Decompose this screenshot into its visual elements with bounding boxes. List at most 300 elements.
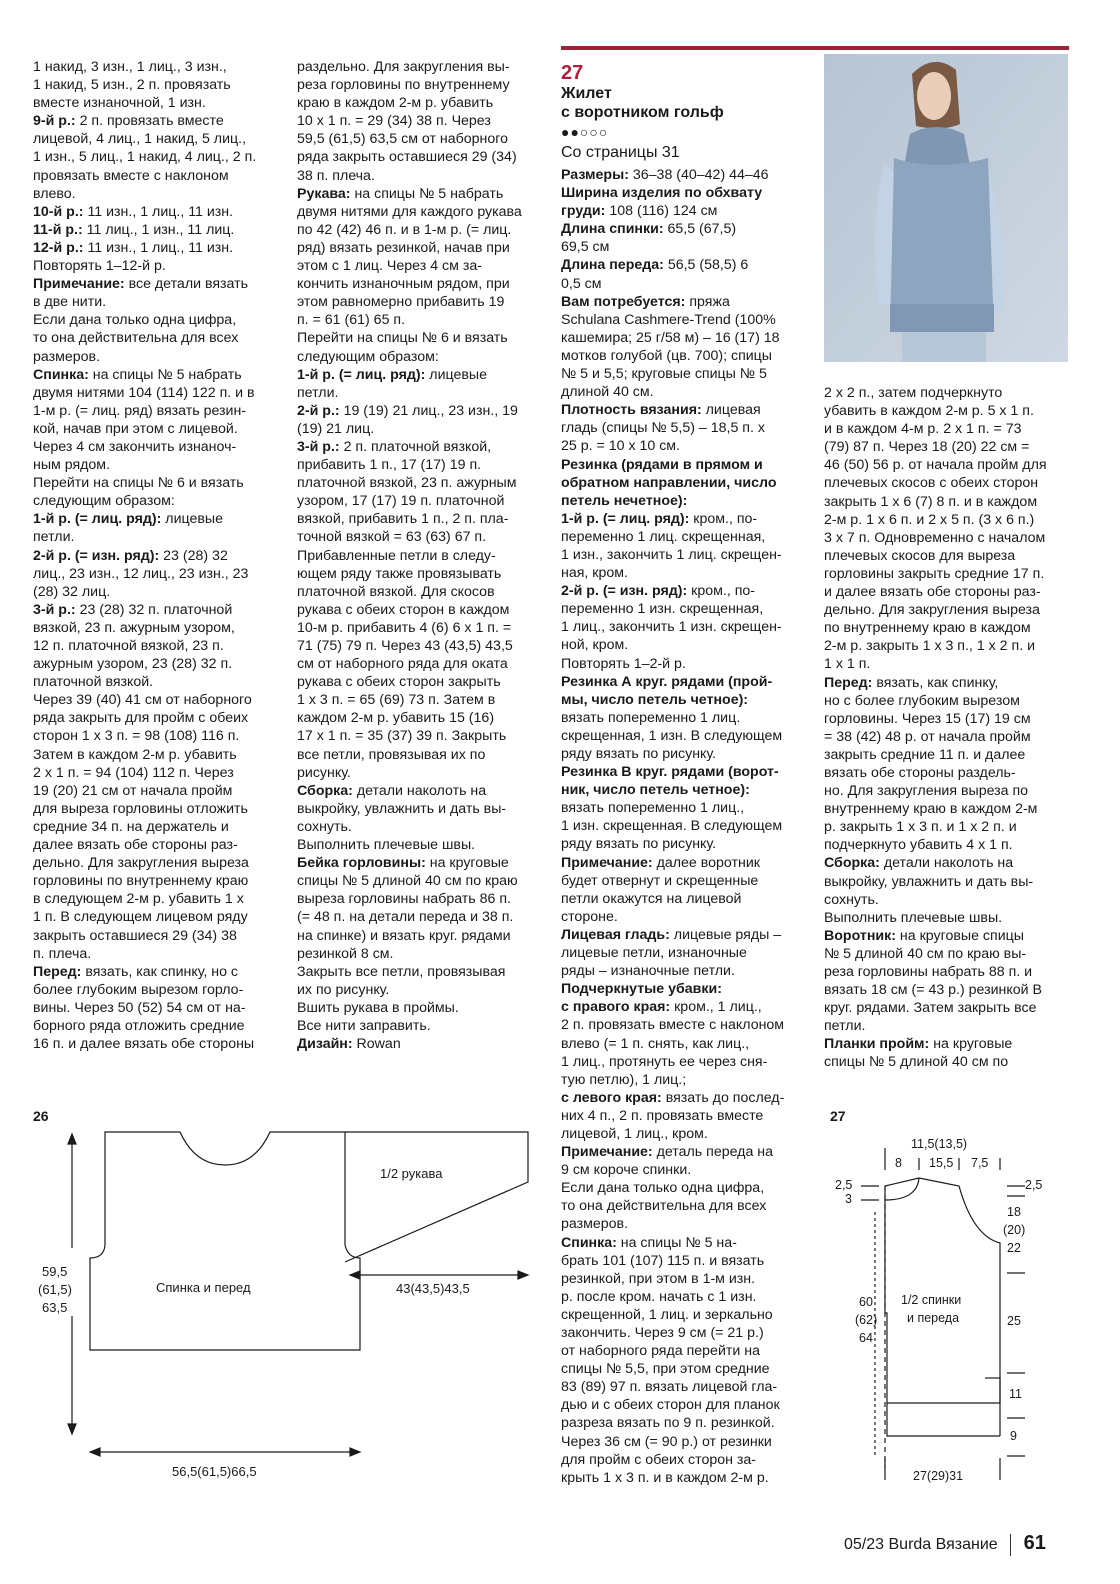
line-text: 19 (19) 21 лиц., 23 изн., 19 xyxy=(339,402,518,419)
line-text: 1 изн., закончить 1 лиц. скрещен- xyxy=(561,546,782,563)
text-line xyxy=(824,655,1072,673)
line-text: все детали вязать xyxy=(124,276,249,293)
line-text: Schulana Cashmere-Trend (100% xyxy=(561,311,776,328)
bold-term: Рукава: xyxy=(297,185,351,202)
line-text: переменно 1 изн. скрещенная, xyxy=(561,601,764,618)
line-text: р. закрыть 1 х 3 п. и 1 х 2 п. и xyxy=(824,819,1017,836)
text-line xyxy=(824,873,1072,891)
line-text: подчеркнуто убавить 4 х 1 п. xyxy=(824,837,1013,854)
width-dim: 27(29)31 xyxy=(913,1469,964,1483)
line-text: круг. рядами. Затем закрыть все xyxy=(824,1000,1037,1017)
text-line xyxy=(33,818,281,836)
text-line xyxy=(561,528,811,546)
bold-term: 2-й р. (= изн. ряд): xyxy=(33,547,160,564)
line-text: следующим образом: xyxy=(33,493,175,510)
line-text: в две нити. xyxy=(33,294,107,311)
armhole-top-dim: 7,5 xyxy=(971,1156,989,1170)
line-text: 1 лиц., закончить 1 изн. скрещен- xyxy=(561,619,782,636)
text-line xyxy=(33,565,281,583)
line-text: вины. Через 50 (52) 54 см от на- xyxy=(33,999,246,1016)
line-text: Закрыть все петли, провязывая xyxy=(297,963,506,980)
text-line xyxy=(561,1161,811,1179)
line-text: плечевых скосов с обеих сторон xyxy=(824,475,1039,492)
page-number: 61 xyxy=(1023,1532,1046,1554)
text-line xyxy=(33,547,281,565)
text-line xyxy=(297,402,547,420)
bold-term: 10-й р.: xyxy=(33,203,84,220)
line-text: их по рисунку. xyxy=(297,981,390,998)
line-text: то она действительна для всех xyxy=(561,1198,767,1215)
text-line xyxy=(824,746,1072,764)
text-line xyxy=(824,999,1072,1017)
line-text: выкройку, увлажнить и дать вы- xyxy=(297,800,507,817)
bold-term: 1-й р. (= лиц. ряд): xyxy=(297,366,426,383)
line-text: Вшить рукава в проймы. xyxy=(297,999,459,1016)
piece-label-1: 1/2 спинки xyxy=(901,1293,962,1307)
line-text: 11 изн., 1 лиц., 11 изн. xyxy=(83,203,234,220)
text-line xyxy=(561,817,811,835)
neck-front-dim: 3 xyxy=(845,1192,852,1206)
bold-term: 1-й р. (= лиц. ряд): xyxy=(33,511,162,528)
text-line xyxy=(33,981,281,999)
text-line xyxy=(33,601,281,619)
line-text: выреза горловины набрать 86 п. xyxy=(297,891,511,908)
text-line xyxy=(297,148,547,166)
line-text: этом с 1 лиц. Через 4 см за- xyxy=(297,258,482,275)
line-text: внутреннему краю в каждом 2-м xyxy=(824,801,1038,818)
text-line xyxy=(824,945,1072,963)
line-text: Затем в каждом 2-м р. убавить xyxy=(33,746,237,763)
text-line xyxy=(824,1035,1072,1053)
bold-term: Длина переда: xyxy=(561,257,664,274)
pattern-subtitle: с воротником гольф xyxy=(561,104,724,121)
line-text: реза горловины по внутреннему xyxy=(297,77,510,94)
line-text: 36–38 (40–42) 44–46 xyxy=(628,167,769,183)
text-line xyxy=(297,818,547,836)
line-text: 17 х 1 п. = 35 (37) 39 п. Закрыть xyxy=(297,728,507,745)
text-line xyxy=(33,311,281,329)
line-text: сохнуть. xyxy=(824,891,879,908)
text-line xyxy=(33,583,281,601)
text-line xyxy=(297,76,547,94)
text-line xyxy=(33,890,281,908)
text-line xyxy=(561,329,811,347)
line-text: Если дана только одна цифра, xyxy=(33,312,237,329)
text-line xyxy=(33,329,281,347)
text-line xyxy=(33,709,281,727)
line-text: в следующем 2-м р. убавить 1 х xyxy=(33,891,244,908)
text-line xyxy=(297,673,547,691)
line-text: пряжа xyxy=(685,293,730,310)
text-line xyxy=(561,202,811,220)
text-column-1 xyxy=(33,58,281,1053)
line-text: следующим образом: xyxy=(297,348,439,365)
line-text: далее вязать обе стороны раз- xyxy=(33,837,238,854)
text-line xyxy=(33,746,281,764)
text-line xyxy=(824,909,1072,927)
text-line xyxy=(824,456,1072,474)
line-text: вязкой, 23 п. ажурным узором, xyxy=(33,619,235,636)
text-line xyxy=(297,239,547,257)
difficulty-dots: ●●○○○ xyxy=(561,124,609,140)
line-text: выкройку, увлажнить и дать вы- xyxy=(824,873,1034,890)
text-line xyxy=(824,692,1072,710)
text-line xyxy=(561,365,811,383)
text-line xyxy=(33,492,281,510)
pattern-number: 27 xyxy=(561,62,584,84)
text-line xyxy=(561,474,811,492)
text-line xyxy=(824,583,1072,601)
text-line xyxy=(561,1053,811,1071)
line-text: 2 х 2 п., затем подчеркнуто xyxy=(824,385,1003,401)
text-line xyxy=(561,854,811,872)
text-line xyxy=(824,619,1072,637)
text-line xyxy=(33,130,281,148)
text-line xyxy=(561,401,811,419)
line-text: провязать вместе с наклоном xyxy=(33,167,229,184)
line-text: вязать обе стороны раздель- xyxy=(824,764,1016,781)
text-line xyxy=(824,601,1072,619)
text-column-3 xyxy=(561,62,811,1487)
line-text: Повторять 1–2-й р. xyxy=(561,655,686,672)
text-line xyxy=(824,1017,1072,1035)
line-text: тую петлю), 1 лиц.; xyxy=(561,1071,687,1088)
text-line xyxy=(561,1234,811,1252)
text-line xyxy=(561,546,811,564)
line-text: ажурным узором, 23 (28) 32 п. xyxy=(33,656,233,673)
line-text: лицевой, 1 лиц., кром. xyxy=(561,1125,708,1142)
text-line xyxy=(561,1016,811,1034)
line-text: 1 изн., 5 лиц., 1 накид, 4 лиц., 2 п. xyxy=(33,149,257,166)
text-line xyxy=(561,1360,811,1378)
line-text: закончить. Через 9 см (= 21 р.) xyxy=(561,1325,764,1341)
line-text: сохнуть. xyxy=(297,818,352,835)
text-line xyxy=(561,908,811,926)
text-line xyxy=(561,166,811,184)
text-line xyxy=(561,691,811,709)
text-line xyxy=(297,746,547,764)
bold-term: 12-й р.: xyxy=(33,239,84,256)
height-dim-1: 59,5 xyxy=(42,1264,68,1279)
text-line xyxy=(824,854,1072,872)
text-line xyxy=(561,962,811,980)
line-text: дью и с обеих сторон для планок xyxy=(561,1397,780,1414)
text-line xyxy=(297,565,547,583)
text-line xyxy=(33,836,281,854)
line-text: прибавить 1 п., 17 (17) 19 п. xyxy=(297,457,482,474)
bold-term: Резинка (рядами в прямом и xyxy=(561,456,763,473)
text-line xyxy=(33,58,281,76)
line-text: гладь (спицы № 5,5) – 18,5 п. х xyxy=(561,420,765,437)
text-line xyxy=(561,763,811,781)
text-line xyxy=(824,836,1072,854)
text-line xyxy=(561,383,811,401)
height-dim-2: (62) xyxy=(855,1313,878,1327)
line-text: плечевых скосов для выреза xyxy=(824,547,1016,564)
line-text: платочной вязкой. Для скосов xyxy=(297,583,495,600)
text-line xyxy=(33,185,281,203)
text-line xyxy=(33,420,281,438)
text-line xyxy=(297,999,547,1017)
text-line xyxy=(297,601,547,619)
bold-term: груди: xyxy=(561,203,606,220)
line-text: Через 4 см закончить изнаноч- xyxy=(33,438,237,455)
text-column-3-body xyxy=(561,166,811,1487)
line-text: 1 х 3 п. = 65 (69) 73 п. Затем в xyxy=(297,692,496,709)
bold-term: 2-й р.: xyxy=(297,402,340,419)
line-text: спицы № 5 длиной 40 см по xyxy=(824,1054,1009,1071)
text-line xyxy=(33,221,281,239)
text-line xyxy=(33,510,281,528)
bold-term: Дизайн: xyxy=(297,1036,353,1053)
bold-term: Сборка: xyxy=(297,782,353,799)
line-text: 11 изн., 1 лиц., 11 изн. xyxy=(83,239,234,256)
text-line xyxy=(33,275,281,293)
bold-term: Длина спинки: xyxy=(561,221,664,238)
line-text: разреза вязать по 9 п. резинкой. xyxy=(561,1415,775,1432)
text-line xyxy=(561,636,811,654)
line-text: 46 (50) 56 р. от начала пройм для xyxy=(824,457,1047,474)
text-line xyxy=(297,94,547,112)
text-line xyxy=(33,963,281,981)
text-line xyxy=(297,981,547,999)
text-line xyxy=(561,1324,811,1342)
bold-term: Перед: xyxy=(824,674,873,691)
bold-term: петель нечетное): xyxy=(561,492,688,509)
text-line xyxy=(297,637,547,655)
text-line xyxy=(33,1017,281,1035)
text-line xyxy=(561,1378,811,1396)
bold-term: Спинка: xyxy=(561,1234,617,1251)
line-text: 2-м р. закрыть 1 х 3 п., 1 х 2 п. и xyxy=(824,638,1036,655)
text-line xyxy=(33,854,281,872)
line-text: п. плеча. xyxy=(33,945,92,962)
text-line xyxy=(33,872,281,890)
text-column-4 xyxy=(824,384,1072,1072)
text-line xyxy=(297,1035,547,1053)
text-line xyxy=(33,655,281,673)
line-text: ная, кром. xyxy=(561,565,628,582)
neck-width-dim: 8 xyxy=(895,1156,902,1170)
text-line xyxy=(561,184,811,202)
bold-term: Примечание: xyxy=(561,854,653,871)
line-text: 11 лиц., 1 изн., 11 лиц. xyxy=(82,221,235,238)
line-text: Повторять 1–12-й р. xyxy=(33,258,166,275)
line-text: (79) 87 п. Через 18 (20) 22 см = xyxy=(824,439,1030,456)
line-text: брать 101 (107) 115 п. и вязать xyxy=(561,1252,765,1269)
text-line xyxy=(824,674,1072,692)
text-line xyxy=(561,1270,811,1288)
line-text: горловины по внутреннему краю xyxy=(33,873,249,890)
bold-term: мы, число петель четное): xyxy=(561,691,749,708)
line-text: вязкой, прибавить 1 п., 2 п. пла- xyxy=(297,511,509,528)
text-line xyxy=(33,167,281,185)
height-dim-1: 60 xyxy=(859,1295,873,1309)
text-line xyxy=(33,239,281,257)
line-text: Выполнить плечевые швы. xyxy=(824,909,1003,926)
text-line xyxy=(33,257,281,275)
diagram-26-number: 26 xyxy=(33,1108,49,1124)
text-line xyxy=(561,745,811,763)
line-text: дельно. Для закругления выреза xyxy=(33,855,249,872)
line-text: вязать, как спинку, xyxy=(872,674,999,691)
text-line xyxy=(561,1414,811,1432)
text-line xyxy=(33,203,281,221)
line-text: влево. xyxy=(33,185,76,202)
text-line xyxy=(561,1469,811,1487)
text-line xyxy=(561,1107,811,1125)
text-line xyxy=(297,58,547,76)
text-line xyxy=(297,221,547,239)
line-text: кой, начав при этом с лицевой. xyxy=(33,420,238,437)
text-line xyxy=(297,420,547,438)
line-text: стороне. xyxy=(561,908,618,925)
line-text: от наборного ряда перейти на xyxy=(561,1343,760,1360)
text-line xyxy=(33,691,281,709)
text-line xyxy=(297,293,547,311)
line-text: ряда закрыть для пройм с обеих xyxy=(33,710,249,727)
text-line xyxy=(561,1451,811,1469)
line-text: и в каждом 4-м р. 2 х 1 п. = 73 xyxy=(824,421,1022,438)
bold-term: 3-й р.: xyxy=(297,438,340,455)
line-text: петли. xyxy=(33,529,75,546)
line-text: сторон 1 х 3 п. = 98 (108) 116 п. xyxy=(33,728,240,745)
text-line xyxy=(561,926,811,944)
text-line xyxy=(297,366,547,384)
text-line xyxy=(824,511,1072,529)
line-text: лицевые xyxy=(161,511,223,528)
text-line xyxy=(561,1125,811,1143)
text-line xyxy=(33,348,281,366)
line-text: скрещенная, 1 изн. В следующем xyxy=(561,727,783,744)
line-text: вязать попеременно 1 лиц., xyxy=(561,800,745,817)
pattern-title: Жилет xyxy=(561,85,612,102)
line-text: 59,5 (61,5) 63,5 см от наборного xyxy=(297,131,509,148)
line-text: размеров. xyxy=(33,348,101,365)
bold-term: Плотность вязания: xyxy=(561,402,702,419)
line-text: 108 (116) 124 см xyxy=(605,203,718,220)
line-text: точной вязкой = 63 (63) 67 п. xyxy=(297,529,487,546)
text-line xyxy=(561,582,811,600)
diagram-27-schematic xyxy=(825,1128,1075,1488)
line-text: будет отвернут и скрещенные xyxy=(561,872,759,889)
text-line xyxy=(824,710,1072,728)
line-text: кром., по- xyxy=(687,583,756,600)
text-line xyxy=(561,1288,811,1306)
text-line xyxy=(297,836,547,854)
line-text: борного ряда отложить средние xyxy=(33,1017,245,1034)
armhole-dim-2: (20) xyxy=(1003,1223,1026,1237)
line-text: по 42 (42) 46 п. и в 1-м р. (= лиц. xyxy=(297,221,512,238)
line-text: 10 х 1 п. = 29 (34) 38 п. Через xyxy=(297,113,491,130)
text-line xyxy=(561,835,811,853)
text-line xyxy=(561,872,811,890)
text-line xyxy=(297,945,547,963)
line-text: 2 х 1 п. = 94 (104) 112 п. Через xyxy=(33,764,234,781)
line-text: крыть 1 х 3 п. и в каждом 2-м р. xyxy=(561,1469,769,1486)
width-dim: 56,5(61,5)66,5 xyxy=(172,1464,257,1479)
text-line xyxy=(824,565,1072,583)
line-text: 65,5 (67,5) xyxy=(663,221,737,238)
line-text: двумя нитями для каждого рукава xyxy=(297,203,522,220)
line-text: спицы № 5 длиной 40 см по краю xyxy=(297,873,518,890)
source-page-ref: Со страницы 31 xyxy=(561,144,680,161)
bold-term: с правого края: xyxy=(561,999,671,1016)
bold-term: Спинка: xyxy=(33,366,89,383)
line-text: и далее вязать обе стороны раз- xyxy=(824,584,1041,601)
text-line xyxy=(561,1035,811,1053)
line-text: на спицы № 5 на- xyxy=(616,1234,737,1251)
line-text: платочной вязкой, 23 п. ажурным xyxy=(297,475,517,492)
height-dim-3: 63,5 xyxy=(42,1300,68,1315)
line-text: узором, 17 (17) 19 п. платочной xyxy=(297,493,505,510)
line-text: на круговые xyxy=(929,1036,1013,1053)
line-text: Через 36 см (= 90 р.) от резинки xyxy=(561,1433,772,1450)
line-text: скрещенной, 1 лиц. и зеркально xyxy=(561,1306,773,1323)
text-line xyxy=(33,999,281,1017)
text-line xyxy=(561,347,811,365)
text-column-2 xyxy=(297,58,547,1053)
line-text: 19 (20) 21 см от начала пройм xyxy=(33,782,233,799)
text-line xyxy=(561,564,811,582)
text-line xyxy=(824,764,1072,782)
bold-term: Воротник: xyxy=(824,927,896,944)
section-divider xyxy=(561,46,1069,50)
text-line xyxy=(297,872,547,890)
text-line xyxy=(561,437,811,455)
text-line xyxy=(561,1179,811,1197)
bold-term: Планки пройм: xyxy=(824,1036,930,1053)
text-line xyxy=(33,148,281,166)
text-line xyxy=(824,438,1072,456)
text-line xyxy=(297,474,547,492)
text-line xyxy=(824,529,1072,547)
line-text: 1 накид, 5 изн., 2 п. провязать xyxy=(33,77,231,94)
text-line xyxy=(561,600,811,618)
line-text: на спицы № 5 набрать xyxy=(88,366,242,383)
text-line xyxy=(297,583,547,601)
line-text: 3 х 7 п. Одновременно с началом xyxy=(824,529,1046,546)
text-line xyxy=(561,510,811,528)
line-text: спицы № 5,5, при этом средние xyxy=(561,1361,770,1378)
line-text: № 5 и 5,5; круговые спицы № 5 xyxy=(561,366,767,383)
line-text: закрыть оставшиеся 29 (34) 38 xyxy=(33,927,237,944)
sleeve-label: 1/2 рукава xyxy=(380,1166,443,1181)
line-text: них 4 п., 2 п. провязать вместе xyxy=(561,1107,764,1124)
line-text: детали наколоть на xyxy=(352,782,487,799)
line-text: Выполнить плечевые швы. xyxy=(297,837,476,854)
text-line xyxy=(33,727,281,745)
text-line xyxy=(824,891,1072,909)
line-text: более глубоким вырезом горло- xyxy=(33,981,244,998)
line-text: 1 лиц., протянуть ее через сня- xyxy=(561,1053,768,1070)
line-text: 1 п. В следующем лицевом ряду xyxy=(33,909,248,926)
text-line xyxy=(297,492,547,510)
bold-term: Вам потребуется: xyxy=(561,293,686,310)
text-line xyxy=(33,438,281,456)
text-line xyxy=(297,963,547,981)
line-text: ной, кром. xyxy=(561,637,629,654)
text-line xyxy=(824,547,1072,565)
text-line xyxy=(297,764,547,782)
line-text: влево (= 1 п. снять, как лиц., xyxy=(561,1035,750,1052)
bold-term: Резинка В круг. рядами (ворот- xyxy=(561,764,779,781)
line-text: Прибавленные петли в следу- xyxy=(297,547,496,564)
text-line xyxy=(297,854,547,872)
text-line xyxy=(297,384,547,402)
text-line xyxy=(824,402,1072,420)
line-text: резинкой 8 см. xyxy=(297,945,394,962)
